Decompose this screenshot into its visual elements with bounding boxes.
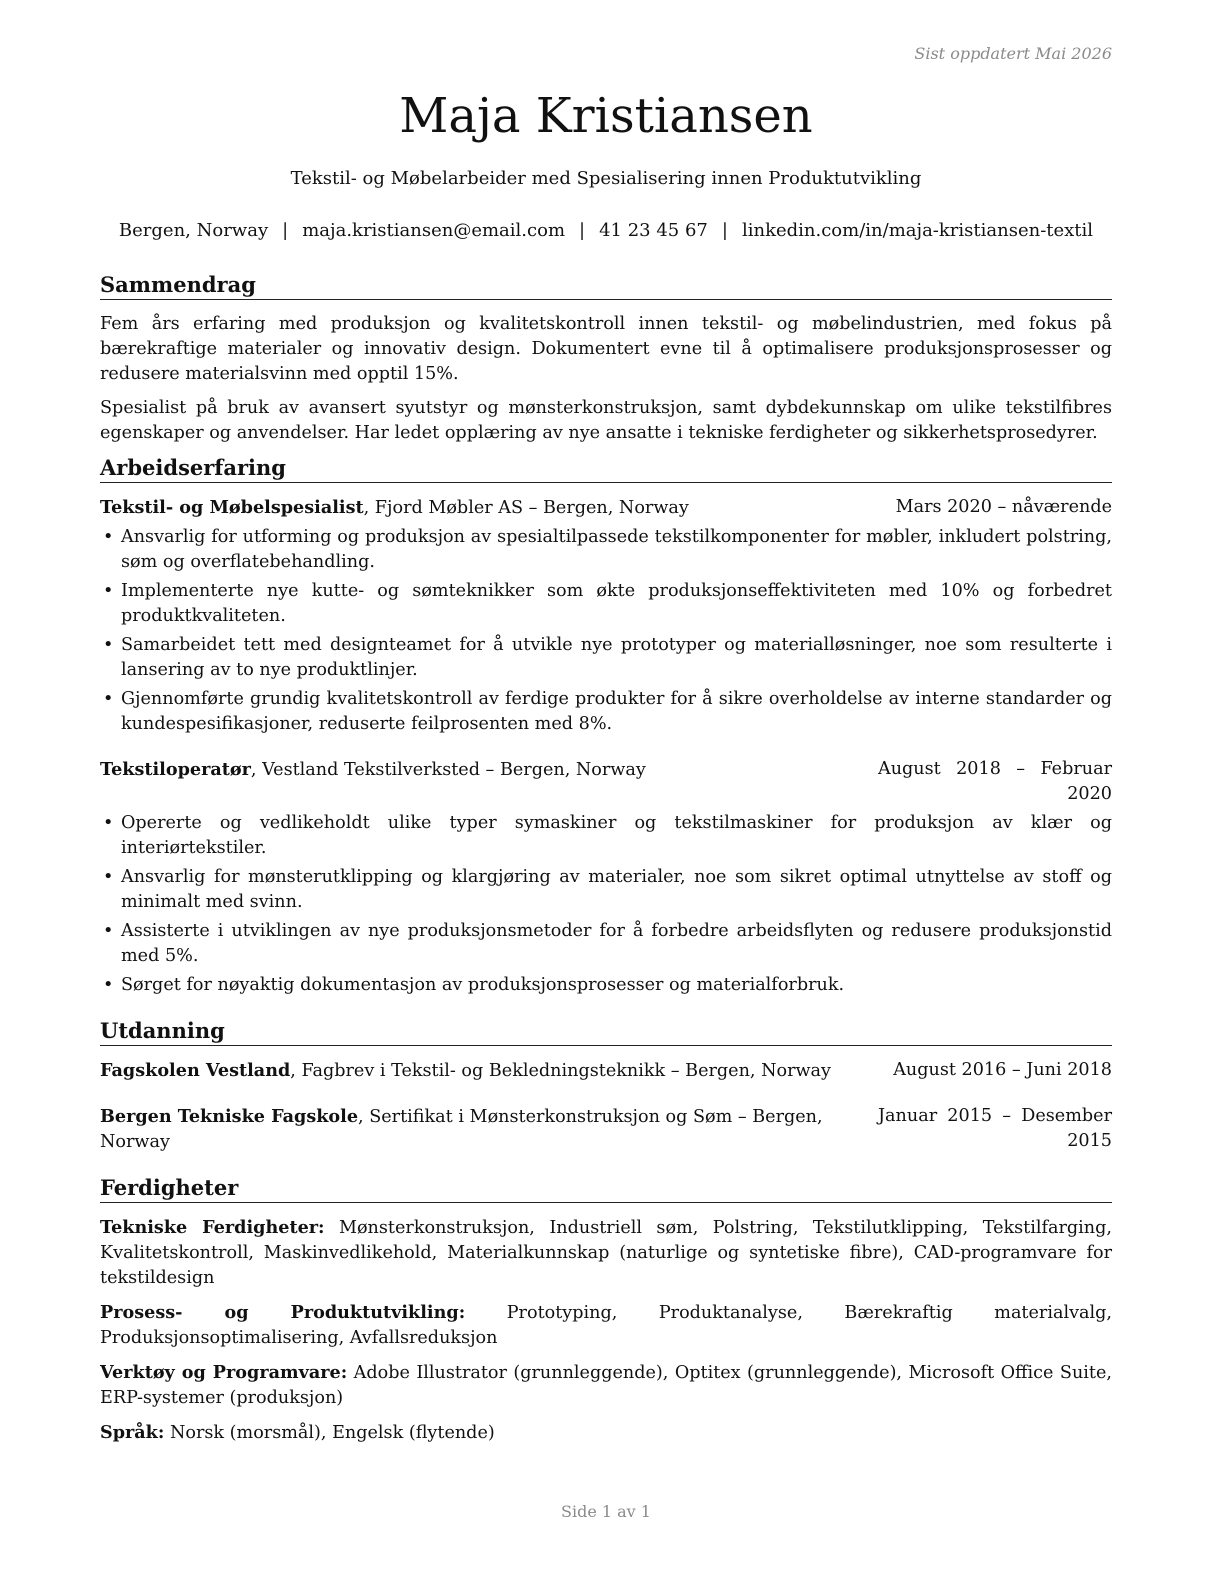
job-role: Tekstil- og Møbelspesialist (100, 497, 364, 518)
skill-group (100, 1420, 1112, 1446)
education-title-line (100, 1058, 877, 1084)
education-section (100, 1018, 1112, 1155)
job-employer: , Vestland Tekstilverksted – Bergen, Norway (250, 760, 646, 780)
contact-separator: | (282, 220, 289, 241)
section-title-education: Utdanning (100, 1018, 1112, 1046)
skill-text: Prototyping, Produktanalyse, Bærekraftig materialvalg, Produksjonsoptimalisering, Avfallsreduksjon (100, 1303, 1112, 1348)
job-title-line (100, 495, 880, 521)
section-title-skills: Ferdigheter (100, 1175, 1112, 1203)
contact-phone: 41 23 45 67 (599, 220, 708, 241)
job-header (100, 495, 1112, 521)
list-item: • Ansvarlig for utforming og produksjon av spesialtilpassede tekstilkomponenter for møbler, inkludert polstring, søm og overflatebehandling. (100, 525, 1112, 575)
contact-email[interactable]: maja.kristiansen@email.com (302, 220, 566, 241)
education-school: Bergen Tekniske Fagskole (100, 1106, 359, 1127)
job-dates: August 2018 – Februar 2020 (878, 759, 1112, 804)
job-header (100, 757, 1112, 807)
resume-page (100, 0, 1112, 1584)
candidate-name: Maja Kristiansen (399, 88, 813, 144)
education-title-line (100, 1104, 862, 1155)
education-dates: August 2016 – Juni 2018 (893, 1060, 1112, 1080)
job-employer: , Fjord Møbler AS – Bergen, Norway (363, 498, 689, 518)
experience-section (100, 455, 1112, 998)
education-program: , Fagbrev i Tekstil- og Bekledningsteknikk – Bergen, Norway (290, 1061, 831, 1081)
job-entry (100, 757, 1112, 998)
list-item: • Implementerte nye kutte- og sømteknikker som økte produksjonseffektiviteten med 10% og forbedret produktkvaliteten. (100, 579, 1112, 629)
contact-line (100, 219, 1112, 243)
section-title-summary: Sammendrag (100, 272, 1112, 300)
summary-paragraph: Spesialist på bruk av avansert syutstyr og mønsterkonstruksjon, samt dybdekunnskap om ulike tekstilfibres egenskaper og anvendelser. Har ledet opplæring av nye ansatte i tekniske ferdigheter og sikkerhetsprosedyrer. (100, 398, 1112, 443)
candidate-headline: Tekstil- og Møbelarbeider med Spesialisering innen Produktutvikling (290, 168, 922, 189)
skill-text: Adobe Illustrator (grunnleggende), Optitex (grunnleggende), Microsoft Office Suite, ERP-systemer (produksjon) (100, 1363, 1112, 1408)
list-item: • Opererte og vedlikeholdt ulike typer symaskiner og tekstilmaskiner for produksjon av klær og interiørtekstiler. (100, 811, 1112, 861)
resume-body (100, 272, 1112, 1455)
summary-section (100, 272, 1112, 446)
job-bullets (100, 811, 1112, 998)
skill-text: Norsk (morsmål), Engelsk (flytende) (164, 1423, 495, 1443)
education-dates: Januar 2015 – Desember 2015 (878, 1106, 1112, 1151)
education-school: Fagskolen Vestland (100, 1060, 291, 1081)
job-dates: Mars 2020 – nåværende (895, 497, 1112, 517)
section-title-experience: Arbeidserfaring (100, 455, 1112, 483)
job-role: Tekstiloperatør (100, 759, 251, 780)
list-item: • Sørget for nøyaktig dokumentasjon av produksjonsprosesser og materialforbruk. (100, 973, 1112, 998)
skill-label: Prosess- og Produktutvikling: (100, 1302, 466, 1323)
skill-group (100, 1360, 1112, 1411)
skills-section (100, 1175, 1112, 1446)
list-item: • Samarbeidet tett med designteamet for å utvikle nye prototyper og materialløsninger, noe som resulterte i lansering av to nye produktlinjer. (100, 633, 1112, 683)
skill-text: Mønsterkonstruksjon, Industriell søm, Polstring, Tekstilutklipping, Tekstilfarging, Kvalitetskontroll, Maskinvedlikehold, Materialkunnskap (naturlige og syntetiske fibre), CAD-programvare for tekstildesign (100, 1218, 1112, 1288)
job-entry (100, 495, 1112, 737)
skill-label: Verktøy og Programvare: (100, 1362, 348, 1383)
contact-linkedin[interactable]: linkedin.com/in/maja-kristiansen-textil (741, 220, 1094, 241)
skill-group (100, 1300, 1112, 1351)
contact-location: Bergen, Norway (118, 220, 269, 241)
education-program: , Sertifikat i Mønsterkonstruksjon og Søm – Bergen, Norway (100, 1107, 823, 1152)
last-updated: Sist oppdatert Mai 2026 (914, 44, 1112, 63)
education-entry (100, 1058, 1112, 1084)
summary-paragraph: Fem års erfaring med produksjon og kvalitetskontroll innen tekstil- og møbelindustrien, med fokus på bærekraftige materialer og innovativ design. Dokumentert evne til å optimalisere produksjonsprosesser og redusere materialsvinn med opptil 15%. (100, 314, 1112, 384)
list-item: • Assisterte i utviklingen av nye produksjonsmetoder for å forbedre arbeidsflyten og redusere produksjonstid med 5%. (100, 919, 1112, 969)
skill-label: Tekniske Ferdigheter: (100, 1217, 325, 1238)
list-item: • Ansvarlig for mønsterutklipping og klargjøring av materialer, noe som sikret optimal utnyttelse av stoff og minimalt med svinn. (100, 865, 1112, 915)
job-bullets (100, 525, 1112, 737)
job-title-line (100, 757, 862, 783)
skill-group (100, 1215, 1112, 1291)
skill-label: Språk: (100, 1422, 165, 1443)
list-item: • Gjennomførte grundig kvalitetskontroll av ferdige produkter for å sikre overholdelse av interne standarder og kundespesifikasjoner, reduserte feilprosenten med 8%. (100, 687, 1112, 737)
contact-separator: | (579, 220, 586, 241)
page-number: Side 1 av 1 (561, 1502, 651, 1521)
education-entry (100, 1104, 1112, 1155)
contact-separator: | (721, 220, 728, 241)
